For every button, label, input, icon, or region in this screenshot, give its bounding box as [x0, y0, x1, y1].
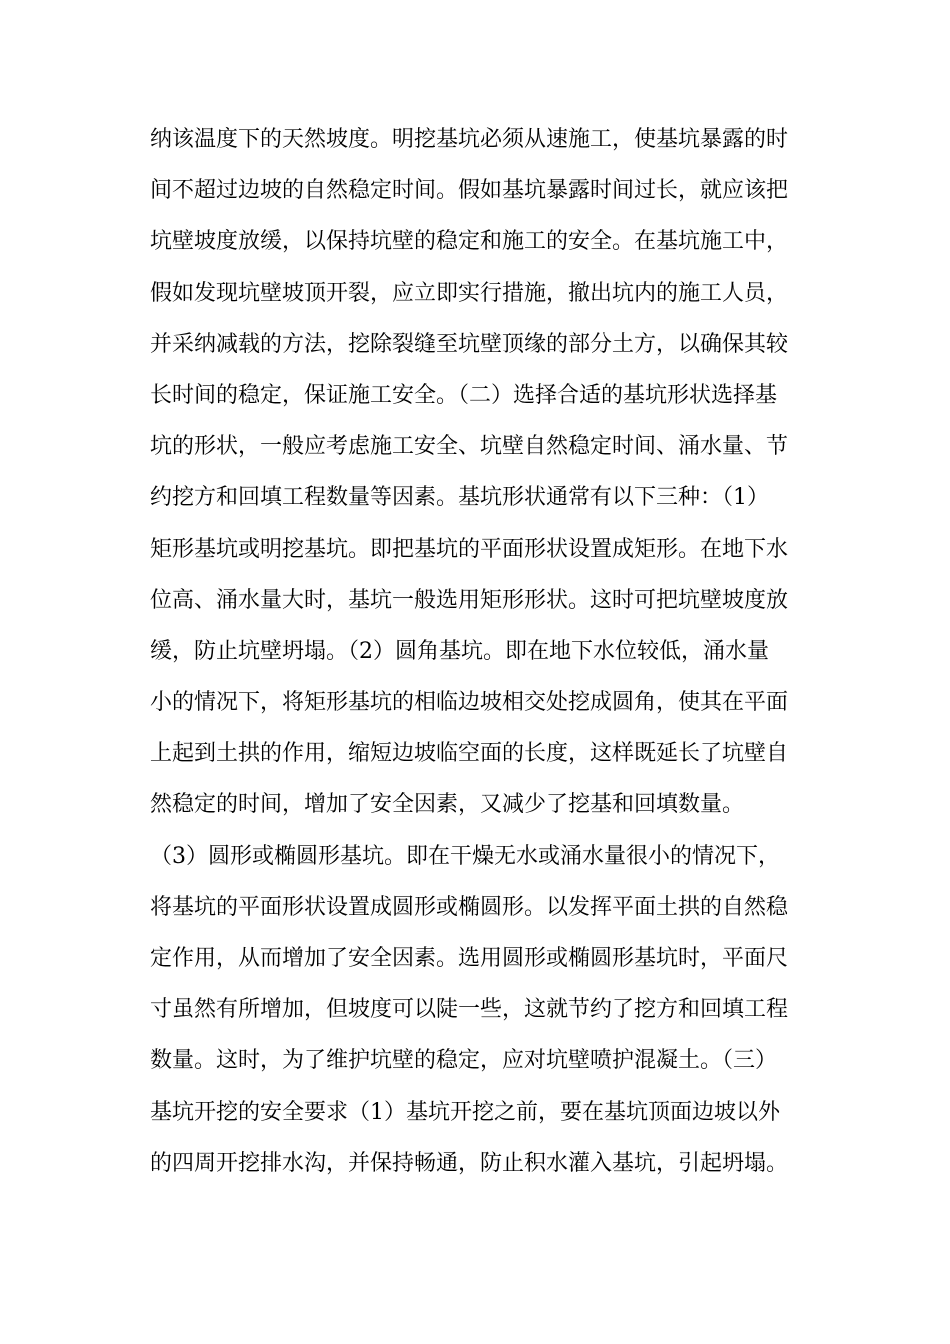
- text-line: 小的情况下，将矩形基坑的相临边坡相交处挖成圆角，使其在平面: [150, 690, 789, 716]
- text-line: 纳该温度下的天然坡度。明挖基坑必须从速施工，使基坑暴露的时: [150, 127, 789, 152]
- text-line: 定作用，从而增加了安全因素。选用圆形或椭圆形基坑时，平面尺: [150, 946, 789, 971]
- text-line: 约挖方和回填工程数量等因素。基坑形状通常有以下三种：（1）: [150, 485, 769, 511]
- text-line: 间不超过边坡的自然稳定时间。假如基坑暴露时间过长，就应该把: [150, 178, 789, 204]
- text-line: 然稳定的时间，增加了安全因素，又减少了挖基和回填数量。: [150, 792, 745, 818]
- text-line: 寸虽然有所增加，但坡度可以陡一些，这就节约了挖方和回填工程: [150, 997, 789, 1023]
- text-line: 缓，防止坑壁坍塌。（2）圆角基坑。即在地下水位较低，涌水量: [150, 638, 769, 664]
- text-line: 矩形基坑或明挖基坑。即把基坑的平面形状设置成矩形。在地下水: [150, 536, 789, 562]
- text-line: （3）圆形或椭圆形基坑。即在干燥无水或涌水量很小的情况下，: [150, 843, 780, 869]
- text-line: 上起到土拱的作用，缩短边坡临空面的长度，这样既延长了坑壁自: [150, 741, 789, 767]
- body-text: [150, 114, 810, 1189]
- text-line: 的四周开挖排水沟，并保持畅通，防止积水灌入基坑，引起坍塌。: [150, 1150, 789, 1176]
- text-line: 位高、涌水量大时，基坑一般选用矩形形状。这时可把坑壁坡度放: [150, 587, 789, 613]
- text-line: 长时间的稳定，保证施工安全。（二）选择合适的基坑形状选择基: [150, 382, 778, 408]
- text-line: 将基坑的平面形状设置成圆形或椭圆形。以发挥平面土拱的自然稳: [150, 894, 789, 920]
- text-line: 坑壁坡度放缓，以保持坑壁的稳定和施工的安全。在基坑施工中，: [150, 229, 789, 255]
- text-line: 坑的形状，一般应考虑施工安全、坑壁自然稳定时间、涌水量、节: [150, 434, 789, 460]
- text-line: 假如发现坑壁坡顶开裂，应立即实行措施，撤出坑内的施工人员，: [150, 280, 789, 306]
- text-line: 基坑开挖的安全要求（1）基坑开挖之前，要在基坑顶面边坡以外: [150, 1099, 780, 1125]
- text-line: 数量。这时，为了维护坑壁的稳定，应对坑壁喷护混凝土。（三）: [150, 1048, 778, 1074]
- text-line: 并采纳减载的方法，挖除裂缝至坑壁顶缘的部分土方，以确保其较: [150, 331, 789, 357]
